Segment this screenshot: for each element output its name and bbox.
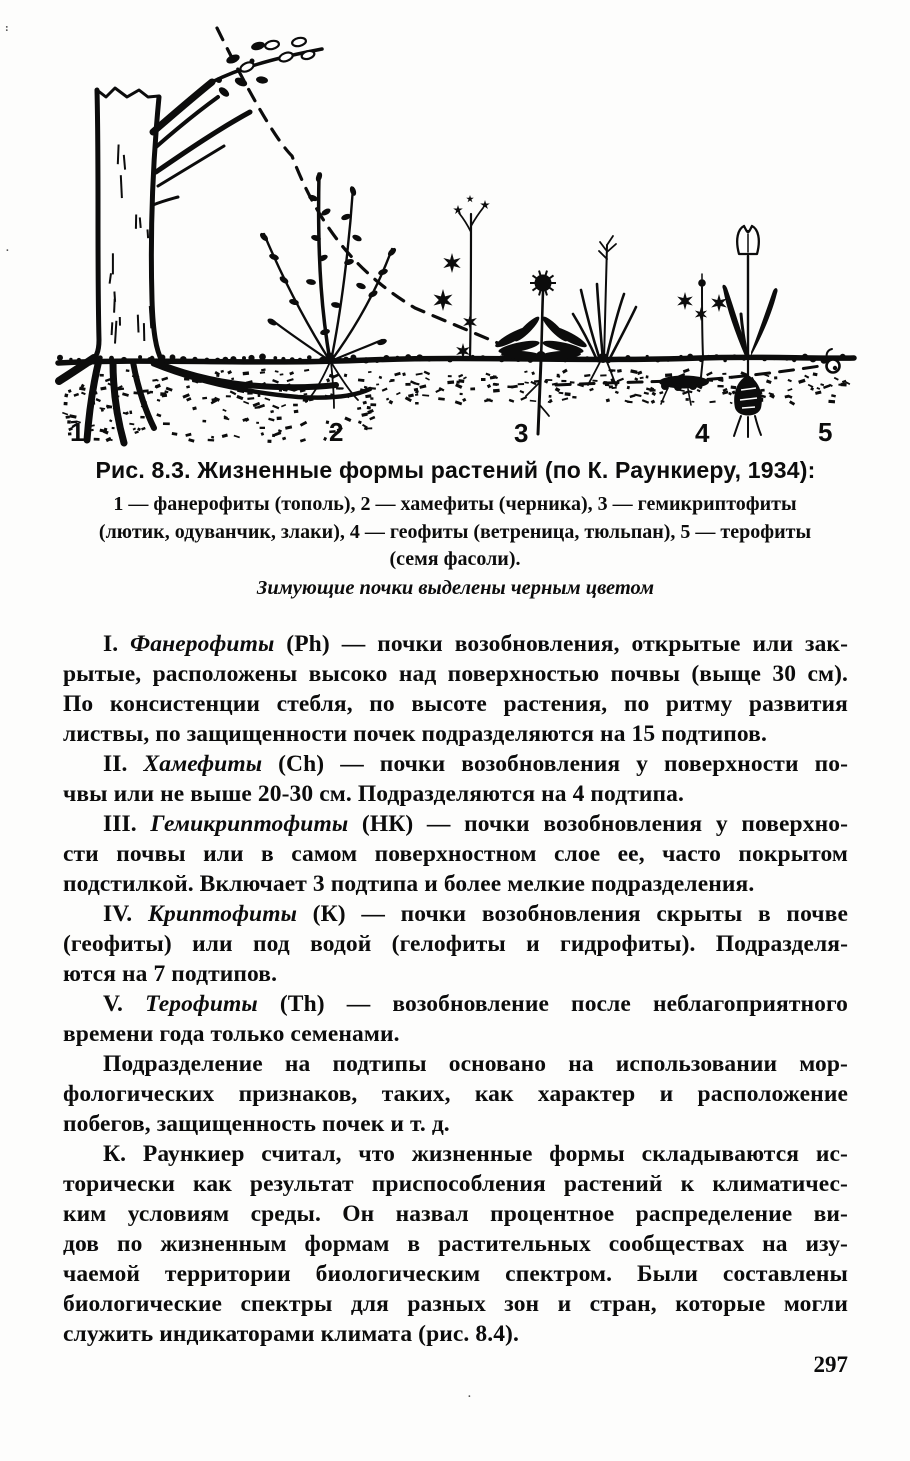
scan-artifact: . <box>6 242 9 254</box>
figure-caption-title: Рис. 8.3. Жизненные формы растений (по К. Раункиеру, 1934): <box>95 457 816 483</box>
body-line: фологических признаков, таких, как характер и расположение <box>63 1081 848 1107</box>
figure-note: Зимующие почки выделены черным цветом <box>256 577 655 599</box>
body-line: чвы или не выше 20-30 см. Подразделяются на 4 подтипа. <box>63 781 684 807</box>
body-line: II. Хамефиты (Ch) — почки возобновления у поверхности по- <box>103 751 848 777</box>
body-line: сти почвы или в самом поверхностном слое ее, часто покрытом <box>63 841 848 867</box>
body-line: III. Гемикриптофиты (НК) — почки возобновления у поверхно- <box>103 811 848 837</box>
body-line: времени года только семенами. <box>63 1021 400 1047</box>
body-line: (геофиты) или под водой (гелофиты и гидрофиты). Подразделя- <box>63 931 848 957</box>
scan-artifact: : <box>5 22 9 34</box>
body-text <box>63 629 848 1349</box>
body-line: чаемой территории биологическим спектром. Были составлены <box>63 1261 848 1287</box>
figure-number-3: 3 <box>514 418 529 448</box>
tree-phanerophyte <box>59 37 370 443</box>
scan-artifact: . <box>468 1388 471 1400</box>
figure-number-4: 4 <box>695 418 710 448</box>
body-line: По консистенции стебля, по высоте растения, по ритму развития <box>63 691 848 717</box>
body-line: дов по жизненным формам в растительных сообществах на изу- <box>63 1231 848 1257</box>
figure-number-2: 2 <box>329 417 344 447</box>
body-line: рытые, расположены высоко над поверхностью почвы (выще 30 см). <box>63 661 848 687</box>
figure-number-1: 1 <box>70 417 85 447</box>
figure-number-5: 5 <box>818 417 833 447</box>
body-line: подстилкой. Включает 3 подтипа и более мелкие подразделения. <box>63 871 755 897</box>
body-line: листвы, по защищенности почек подразделяются на 15 подтипов. <box>63 721 767 747</box>
figure-legend <box>45 491 865 574</box>
tree-bark-texture <box>110 145 152 344</box>
figure-legend-line: (лютик, одуванчик, злаки), 4 — геофиты (ветреница, тюльпан), 5 — терофиты <box>98 520 812 543</box>
body-line: Подразделение на подтипы основано на использовании мор- <box>103 1051 848 1077</box>
body-line: I. Фанерофиты (Ph) — почки возобновления, открытые или зак- <box>103 631 848 657</box>
body-line: побегов, защищенность почек и т. д. <box>63 1111 450 1137</box>
tree-crown-twig <box>212 37 322 99</box>
ground-surface <box>57 354 854 364</box>
geophytes-group <box>659 226 778 437</box>
tulip-plant <box>722 226 777 437</box>
grass-tuft <box>573 236 636 386</box>
figure-legend-line: 1 — фанерофиты (тополь), 2 — хамефиты (черника), 3 — гемикриптофиты <box>113 493 797 515</box>
page-number: 297 <box>813 1352 848 1377</box>
figure-illustration <box>52 12 862 454</box>
body-line: К. Раункиер считал, что жизненные формы складываются ис- <box>103 1141 848 1167</box>
body-line: биологические спектры для разных зон и стран, которые могли <box>63 1291 848 1317</box>
body-line: торически как результат приспособления растений к климатичес- <box>63 1171 848 1197</box>
therophyte-seed <box>827 349 840 373</box>
body-line: ким условиям среды. Он назвал процентное распределение ви- <box>63 1201 848 1227</box>
figure-legend-line: (семя фасоли). <box>389 548 521 570</box>
body-line: IV. Криптофиты (К) — почки возобновления скрыты в почве <box>103 901 848 927</box>
dandelion-plant <box>493 271 589 434</box>
soil-texture <box>62 368 850 443</box>
body-line: V. Терофиты (Th) — возобновление после неблагоприятного <box>103 991 848 1017</box>
body-line: служить индикаторами климата (рис. 8.4). <box>63 1321 519 1347</box>
shrub-leaf-buds <box>258 171 397 346</box>
body-line: ются на 7 подтипов. <box>63 961 278 987</box>
anemone-plant <box>659 274 709 405</box>
shrub-chamaephyte <box>258 171 397 408</box>
